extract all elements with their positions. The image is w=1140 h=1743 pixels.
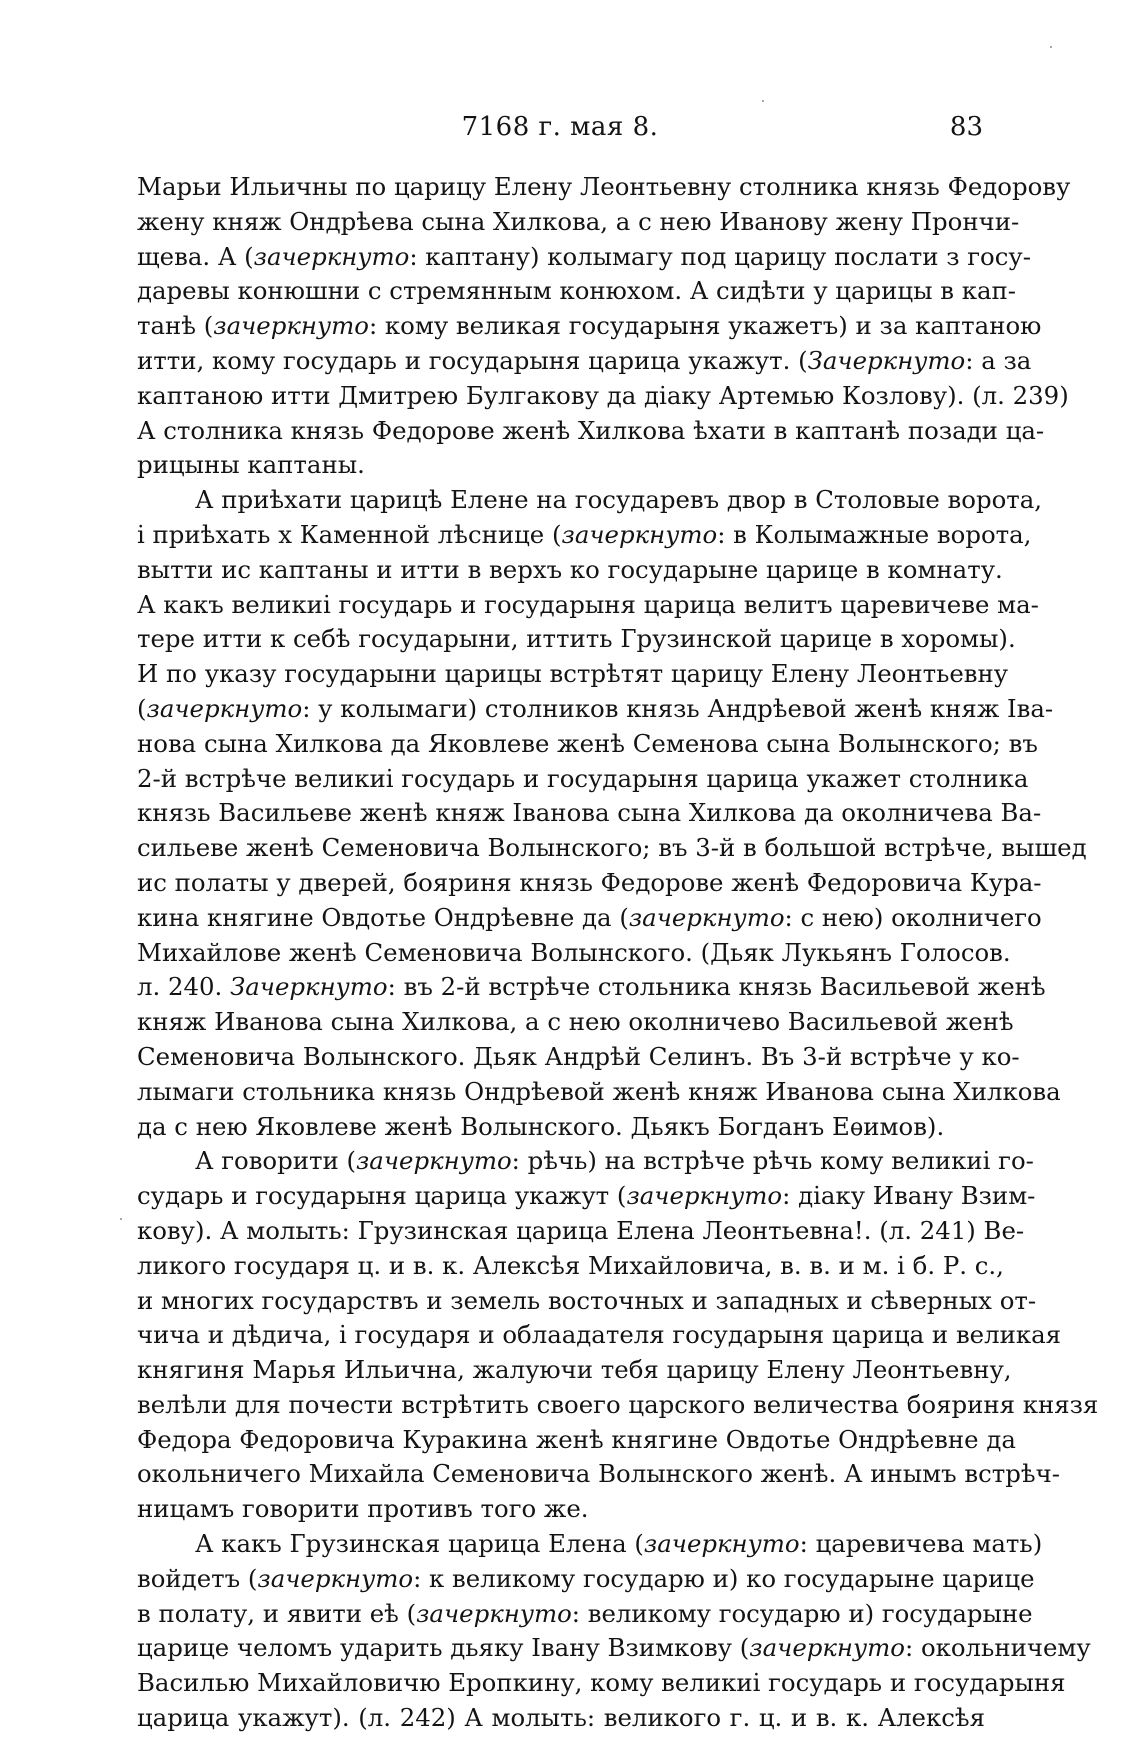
text-line: князь Васильеве женѣ княж Іванова сына Хилкова да околничева Ва-: [137, 798, 1042, 828]
text-line: жену княж Ондрѣева сына Хилкова, а с нею Иванову жену Прончи-: [137, 206, 1020, 236]
text-line: рицыны каптаны.: [137, 450, 365, 480]
text-line: даревы конюшни с стремянным конюхом. А сидѣти у царицы в кап-: [137, 276, 1017, 306]
text-line: А какъ Грузинская царица Елена (зачеркнуто: царевичева мать): [195, 1529, 1043, 1559]
text-line: кина княгине Овдотье Ондрѣевне да (зачеркнуто: с нею) околничего: [137, 902, 1042, 932]
text-line: итти, кому государь и государыня царица укажут. (Зачеркнуто: а за: [137, 345, 1032, 375]
text-line: вытти ис каптаны и итти в верхъ ко государыне царице в комнату.: [137, 554, 1003, 584]
text-line: А столника князь Федорове женѣ Хилкова ѣхати в каптанѣ позади ца-: [137, 415, 1045, 445]
text-line: танѣ (зачеркнуто: кому великая государыня укажетъ) и за каптаною: [137, 311, 1042, 341]
text-line: И по указу государыни царицы встрѣтят царицу Елену Леонтьевну: [137, 659, 1009, 689]
body-text: [137, 170, 1099, 1736]
text-line: княгиня Марья Ильична, жалуючи тебя царицу Елену Леонтьевну,: [137, 1355, 1012, 1385]
text-line: царица укажут). (л. 242) А молыть: великого г. ц. и в. к. Алексѣя: [137, 1703, 985, 1733]
header-title: 7168 г. мая 8.: [461, 112, 659, 142]
text-line: ис полаты у дверей, бояриня князь Федорове женѣ Федоровича Кура-: [137, 867, 1042, 897]
text-line: да с нею Яковлеве женѣ Волынского. Дьякъ Богданъ Еѳимов).: [137, 1111, 945, 1141]
scan-speck: [762, 100, 764, 102]
text-line: каптаною итти Дмитрею Булгакову да діаку Артемью Козлову). (л. 239): [137, 380, 1069, 410]
running-header: [137, 112, 983, 152]
scan-speck: [1050, 46, 1052, 48]
text-line: нова сына Хилкова да Яковлеве женѣ Семенова сына Волынского; въ: [137, 728, 1038, 758]
text-line: окольничего Михайла Семеновича Волынского женѣ. А инымъ встрѣч-: [137, 1459, 1060, 1489]
text-line: и многих государствъ и земель восточных и западных и сѣверных от-: [137, 1285, 1037, 1315]
text-line: княж Иванова сына Хилкова, а с нею околничево Васильевой женѣ: [137, 1007, 1014, 1037]
text-line: тере итти к себѣ государыни, иттить Грузинской царице в хоромы).: [137, 624, 1016, 654]
text-line: велѣли для почести встрѣтить своего царского величества бояриня князя: [137, 1389, 1099, 1419]
text-line: Семеновича Волынского. Дьяк Андрѣй Селинъ. Въ 3-й встрѣче у ко-: [137, 1041, 1020, 1071]
text-line: 2-й встрѣче великиі государь и государыня царица укажет столника: [137, 763, 1029, 793]
text-line: Федора Федоровича Куракина женѣ княгине Овдотье Ондрѣевне да: [137, 1424, 1016, 1454]
text-line: А говорити (зачеркнуто: рѣчь) на встрѣче рѣчь кому великиі го-: [195, 1146, 1034, 1176]
text-line: ницамъ говорити противъ того же.: [137, 1494, 589, 1524]
page-number: 83: [949, 112, 983, 142]
text-line: А приѣхати царицѣ Елене на государевъ двор в Столовые ворота,: [195, 485, 1043, 515]
text-line: і приѣхать х Каменной лѣснице (зачеркнуто: в Колымажные ворота,: [137, 519, 1032, 549]
text-line: Василью Михайловичю Еропкину, кому великиі государь и государыня: [137, 1668, 1066, 1698]
text-line: (зачеркнуто: у колымаги) столников князь Андрѣевой женѣ княж Іва-: [137, 693, 1054, 723]
text-line: в полату, и явити еѣ (зачеркнуто: великому государю и) государыне: [137, 1598, 1033, 1628]
text-line: ликого государя ц. и в. к. Алексѣя Михайловича, в. в. и м. і б. Р. с.,: [137, 1250, 1004, 1280]
text-line: чича и дѣдича, і государя и облаадателя государыня царица и великая: [137, 1320, 1062, 1350]
text-line: царице челомъ ударить дьяку Івану Взимкову (зачеркнуто: окольничему: [137, 1633, 1091, 1663]
text-line: сильеве женѣ Семеновича Волынского; въ 3-й в большой встрѣче, вышед: [137, 833, 1087, 863]
text-line: Михайлове женѣ Семеновича Волынского. (Дьяк Лукьянъ Голосов.: [137, 937, 1011, 967]
text-line: лымаги стольника князь Ондрѣевой женѣ княж Иванова сына Хилкова: [137, 1076, 1061, 1106]
scan-speck: [120, 1218, 122, 1220]
text-line: Марьи Ильичны по царицу Елену Леонтьевну столника князь Федорову: [137, 172, 1071, 201]
text-line: войдетъ (зачеркнуто: к великому государю и) ко государыне царице: [137, 1563, 1035, 1593]
text-line: щева. А (зачеркнуто: каптану) колымагу под царицу послати з госу-: [137, 241, 1031, 271]
text-line: кову). А молыть: Грузинская царица Елена Леонтьевна!. (л. 241) Ве-: [137, 1215, 1025, 1245]
text-line: сударь и государыня царица укажут (зачеркнуто: діаку Ивану Взим-: [137, 1181, 1036, 1211]
text-line: А какъ великиі государь и государыня царица велитъ царевичеве ма-: [137, 589, 1039, 619]
text-line: л. 240. Зачеркнуто: въ 2-й встрѣче стольника князь Васильевой женѣ: [137, 972, 1046, 1002]
